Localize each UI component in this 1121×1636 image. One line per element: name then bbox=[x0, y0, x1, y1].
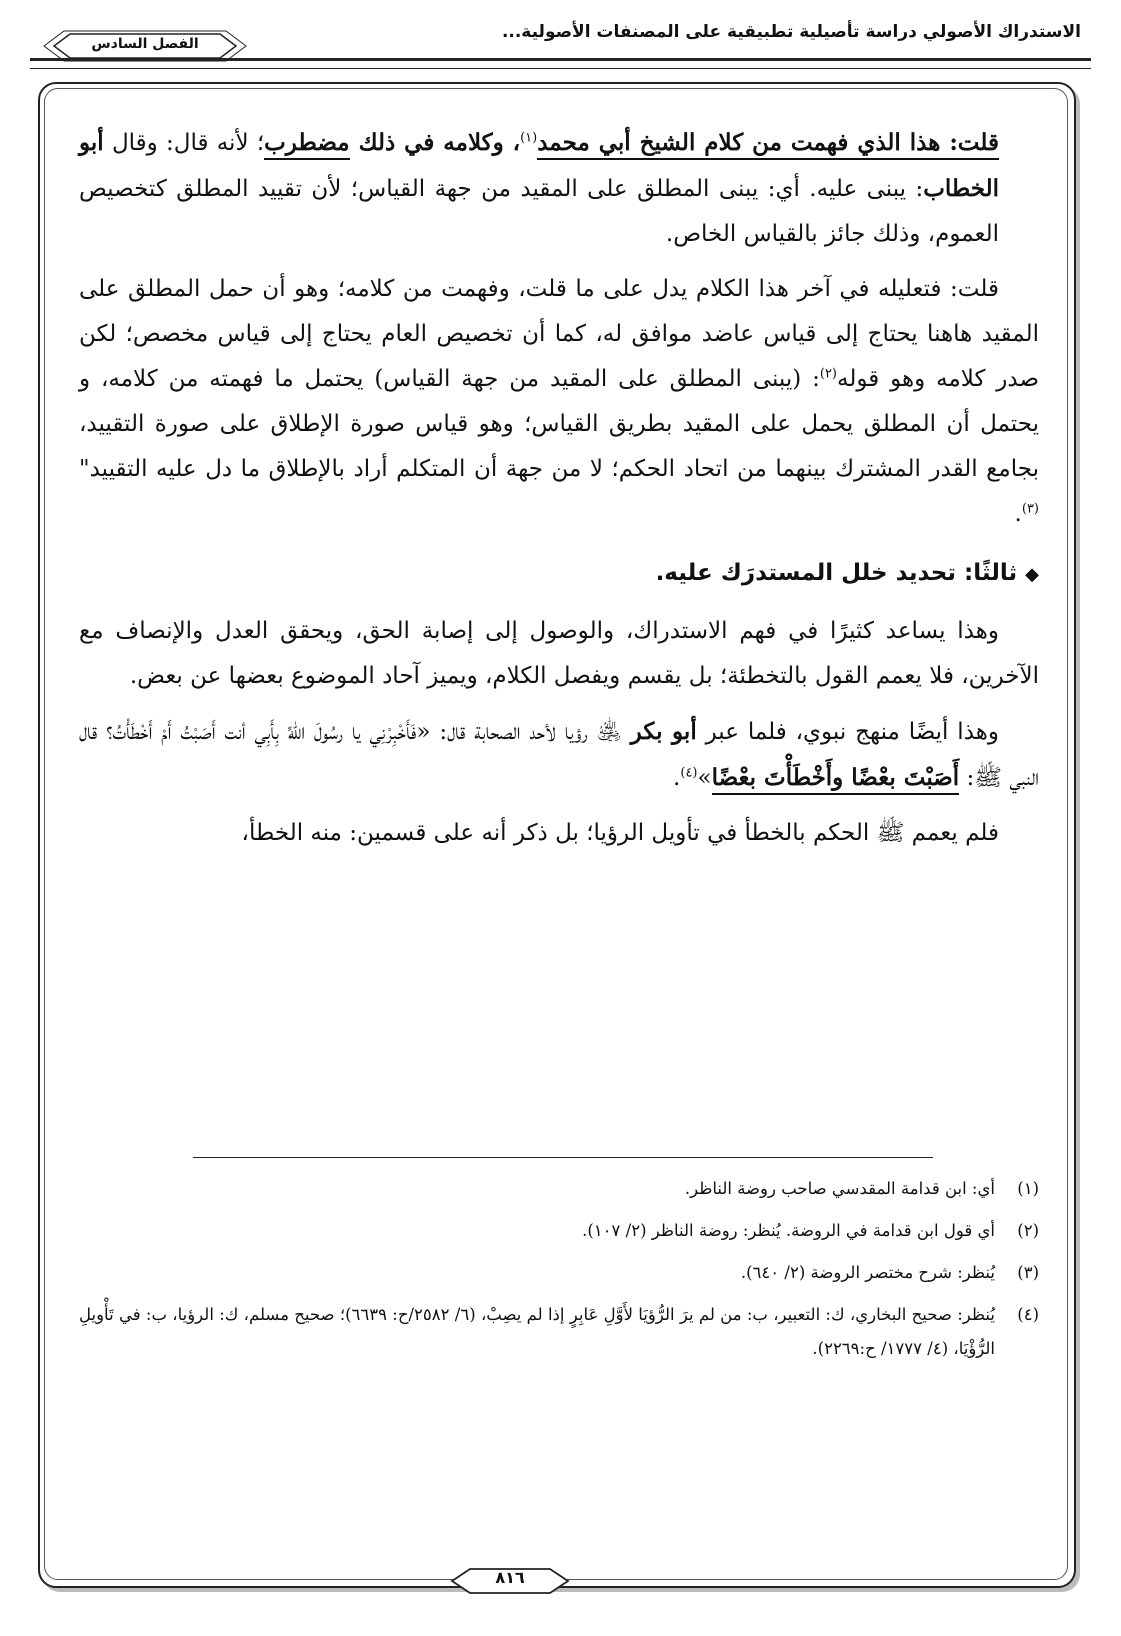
page-number-badge bbox=[448, 1566, 572, 1596]
section-heading bbox=[79, 551, 1039, 597]
name-abu-alkhattab: أبو الخطاب bbox=[79, 129, 999, 202]
paragraph-4-text-b: ﵁ رؤيا لأحد الصحابة قال: «فَأَخْبِرْنِي يا رسُولَ اللهِّ بِأَبِي أنت أَصَبْتُ أَمْ أَخْطَأْتُ؟ قال النبي ﷺ: bbox=[79, 719, 1039, 791]
footnote-text: يُنظر: شرح مختصر الروضة (٢/ ٦٤٠). bbox=[740, 1263, 995, 1282]
footnote-ref-1[interactable]: (١) bbox=[520, 130, 538, 146]
quote-mid: ، وكلامه في ذلك bbox=[349, 129, 521, 156]
paragraph-2-text-c: . bbox=[1014, 501, 1022, 527]
main-text bbox=[79, 120, 1039, 866]
quote-underlined-1: قلت: هذا الذي فهمت من كلام الشيخ أبي محمد bbox=[537, 129, 999, 160]
footnote-number: (٢) bbox=[1017, 1221, 1039, 1240]
paragraph-5: فلم يعمم ﷺ الحكم بالخطأ في تأويل الرؤيا؛ بل ذكر أنه على قسمين: منه الخطأ، bbox=[241, 820, 999, 846]
footnote-number: (١) bbox=[1017, 1179, 1039, 1198]
paragraph-4 bbox=[79, 709, 1039, 801]
footnote-ref-3[interactable]: (٣) bbox=[1021, 501, 1039, 517]
name-abu-bakr: أبو بكر bbox=[630, 718, 697, 745]
paragraph-1 bbox=[79, 120, 1039, 257]
paragraph-4-text-c: » bbox=[697, 765, 712, 791]
paragraph-4-text-d: . bbox=[673, 765, 681, 791]
paragraph-2-text-b: : (يبنى المطلق على المقيد من جهة القياس) يحتمل ما فهمته من كلامه، و يحتمل أن المطلق يحمل على المقيد بطريق القياس؛ وهو قياس صورة الإطلاق على صورة التقييد، بجامع القدر المشترك بينهما من اتحاد الحكم؛ لا من جهة أن المتكلم أراد بالإطلاق ما دل عليه التقييد" bbox=[79, 366, 1039, 482]
hadith-quote-underlined: أَصَبْتَ بعْضًا وأَخْطَأْتَ بعْضًا bbox=[712, 764, 960, 795]
header-rule bbox=[30, 58, 1091, 69]
diamond-bullet-icon: ◆ bbox=[1025, 564, 1039, 585]
paragraph-2-text-a: قلت: فتعليله في آخر هذا الكلام يدل على ما قلت، وفهمت من كلامه؛ وهو أن حمل المطلق على المقيد هاهنا يحتاج إلى قياس عاضد موافق له، كما أن تخصيص العام يحتاج إلى قياس مخصص؛ لكن صدر كلامه وهو قوله bbox=[79, 276, 1039, 392]
section-heading-text: ثالثًا: تحديد خلل المستدرَك عليه. bbox=[655, 560, 1018, 586]
footnote-text: أي: ابن قدامة المقدسي صاحب روضة الناظر. bbox=[684, 1179, 995, 1198]
footnote-item bbox=[79, 1214, 1039, 1248]
footnote-item bbox=[79, 1172, 1039, 1206]
footnotes bbox=[79, 1172, 1039, 1374]
paragraph-1-text-a: ؛ لأنه قال: وقال bbox=[103, 130, 265, 156]
footnote-item bbox=[79, 1256, 1039, 1290]
footnote-separator bbox=[193, 1157, 933, 1158]
paragraph-4-text-a: وهذا أيضًا منهج نبوي، فلما عبر bbox=[696, 719, 1000, 745]
paragraph-2 bbox=[79, 267, 1039, 537]
footnote-number: (٣) bbox=[1017, 1263, 1039, 1282]
quote-underlined-2: مضطرب bbox=[264, 129, 349, 160]
footnote-text: أي قول ابن قدامة في الروضة. يُنظر: روضة الناظر (٢/ ١٠٧). bbox=[582, 1221, 995, 1240]
running-header-title: الاستدراك الأصولي دراسة تأصيلية تطبيقية على المصنفات الأصولية... bbox=[501, 22, 1081, 42]
footnote-ref-2[interactable]: (٢) bbox=[819, 366, 837, 382]
page-number: ٨١٦ bbox=[495, 1568, 525, 1587]
paragraph-1-text-b: : يبنى عليه. أي: يبنى المطلق على المقيد من جهة القياس؛ لأن تقييد المطلق كتخصيص العموم، وذلك جائز بالقياس الخاص. bbox=[79, 176, 999, 247]
footnote-text: يُنظر: صحيح البخاري، ك: التعبير، ب: من لم يرَ الرُّؤيَا لأَوَّلِ عَابِرٍ إذا لم يصِبْ، (٦/ ٢٥٨٢/ح: ٦٦٣٩)؛ صحيح مسلم، ك: الرؤيا، ب: في تَأْويلِ الرُّؤْيَا، (٤/ ١٧٧٧/ ح:٢٢٦٩). bbox=[79, 1305, 995, 1358]
footnote-number: (٤) bbox=[1017, 1305, 1039, 1324]
footnote-item bbox=[79, 1298, 1039, 1366]
footnote-ref-4[interactable]: (٤) bbox=[680, 765, 698, 781]
paragraph-3: وهذا يساعد كثيرًا في فهم الاستدراك، والوصول إلى إصابة الحق، ويحقق العدل والإنصاف مع الآخرين، فلا يعمم القول بالتخطئة؛ بل يقسم ويفصل الكلام، ويميز آحاد الموضوع بعضها عن بعض. bbox=[79, 618, 1039, 689]
chapter-label: الفصل السادس bbox=[91, 36, 199, 52]
